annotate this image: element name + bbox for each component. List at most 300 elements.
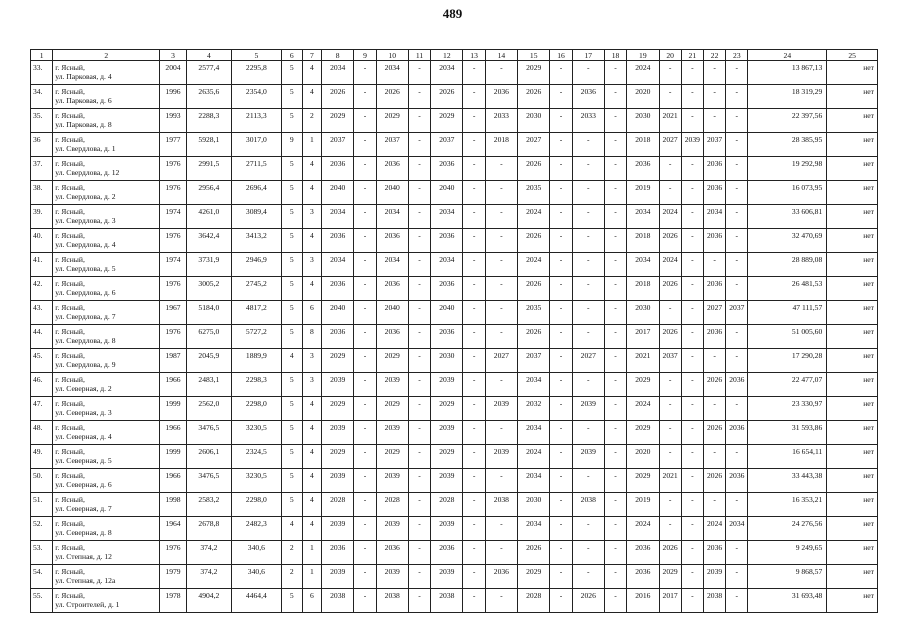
table-cell: - bbox=[550, 493, 572, 517]
table-cell: 5 bbox=[281, 301, 302, 325]
table-cell: 5 bbox=[281, 181, 302, 205]
table-cell: - bbox=[659, 301, 681, 325]
table-cell: - bbox=[681, 349, 703, 373]
table-cell: 2039 bbox=[322, 469, 354, 493]
table-cell: 2040 bbox=[376, 181, 408, 205]
table-cell: - bbox=[408, 493, 430, 517]
table-cell: - bbox=[681, 541, 703, 565]
table-cell: - bbox=[485, 205, 517, 229]
table-cell: - bbox=[485, 157, 517, 181]
table-cell: 2019 bbox=[627, 493, 659, 517]
table-row bbox=[31, 181, 878, 205]
table-cell: 340,6 bbox=[232, 565, 282, 589]
table-cell: 2039 bbox=[431, 373, 463, 397]
table-row bbox=[31, 277, 878, 301]
address-street: ул. Свердлова, д. 5 bbox=[55, 264, 116, 273]
column-header-14: 14 bbox=[485, 50, 517, 61]
table-cell: 2288,3 bbox=[186, 109, 231, 133]
address-cell bbox=[53, 469, 160, 493]
row-number-cell: 44. bbox=[31, 325, 53, 349]
table-cell: - bbox=[703, 397, 725, 421]
table-cell: 2036 bbox=[703, 229, 725, 253]
row-number-cell: 50. bbox=[31, 469, 53, 493]
table-cell: 1979 bbox=[160, 565, 186, 589]
table-cell: - bbox=[681, 589, 703, 613]
table-cell: нет bbox=[827, 493, 878, 517]
table-cell: 3413,2 bbox=[232, 229, 282, 253]
table-cell: 2018 bbox=[627, 133, 659, 157]
address-city: г. Ясный, bbox=[55, 591, 85, 600]
table-cell: 2635,6 bbox=[186, 85, 231, 109]
table-cell: 2036 bbox=[322, 229, 354, 253]
table-cell: 2019 bbox=[627, 181, 659, 205]
row-number-cell: 49. bbox=[31, 445, 53, 469]
address-street: ул. Свердлова, д. 1 bbox=[55, 144, 116, 153]
table-cell: - bbox=[681, 157, 703, 181]
table-cell: нет bbox=[827, 469, 878, 493]
table-cell: - bbox=[681, 469, 703, 493]
table-cell: 2583,2 bbox=[186, 493, 231, 517]
address-cell bbox=[53, 325, 160, 349]
table-cell: - bbox=[550, 181, 572, 205]
table-cell: - bbox=[354, 277, 376, 301]
table-cell: 2039 bbox=[376, 565, 408, 589]
table-cell: - bbox=[659, 517, 681, 541]
address-city: г. Ясный, bbox=[55, 159, 85, 168]
table-cell: - bbox=[604, 301, 626, 325]
table-cell: - bbox=[604, 205, 626, 229]
table-cell: 2028 bbox=[431, 493, 463, 517]
table-cell: 6 bbox=[302, 589, 321, 613]
table-cell: - bbox=[726, 445, 748, 469]
address-city: г. Ясный, bbox=[55, 255, 85, 264]
table-cell: 2038 bbox=[376, 589, 408, 613]
table-cell: - bbox=[604, 541, 626, 565]
row-number-cell: 40. bbox=[31, 229, 53, 253]
table-cell: 9 bbox=[281, 133, 302, 157]
table-cell: 2035 bbox=[518, 301, 550, 325]
table-cell: 2036 bbox=[726, 421, 748, 445]
table-cell: 2027 bbox=[659, 133, 681, 157]
table-cell: 2038 bbox=[322, 589, 354, 613]
table-cell: - bbox=[681, 85, 703, 109]
table-cell: 2029 bbox=[627, 469, 659, 493]
column-header-11: 11 bbox=[408, 50, 430, 61]
column-header-20: 20 bbox=[659, 50, 681, 61]
table-cell: - bbox=[550, 421, 572, 445]
table-cell: 2021 bbox=[627, 349, 659, 373]
table-cell: 2036 bbox=[627, 157, 659, 181]
table-cell: 2037 bbox=[376, 133, 408, 157]
table-cell: 2036 bbox=[431, 325, 463, 349]
address-city: г. Ясный, bbox=[55, 183, 85, 192]
table-cell: 2036 bbox=[703, 541, 725, 565]
table-cell: 2034 bbox=[431, 205, 463, 229]
address-street: ул. Строителей, д. 1 bbox=[55, 600, 120, 609]
table-cell: - bbox=[726, 229, 748, 253]
table-cell: 1967 bbox=[160, 301, 186, 325]
table-cell: 4 bbox=[302, 421, 321, 445]
table-cell: 1966 bbox=[160, 373, 186, 397]
table-cell: 2711,5 bbox=[232, 157, 282, 181]
table-cell: - bbox=[572, 421, 604, 445]
table-cell: 1 bbox=[302, 541, 321, 565]
table-cell: нет bbox=[827, 397, 878, 421]
table-cell: - bbox=[463, 229, 485, 253]
table-cell: - bbox=[408, 541, 430, 565]
table-cell: 2 bbox=[302, 109, 321, 133]
column-header-9: 9 bbox=[354, 50, 376, 61]
table-cell: - bbox=[354, 565, 376, 589]
table-cell: 3 bbox=[302, 349, 321, 373]
row-number-cell: 46. bbox=[31, 373, 53, 397]
table-cell: - bbox=[604, 349, 626, 373]
table-cell: 2577,4 bbox=[186, 61, 231, 85]
table-cell: нет bbox=[827, 157, 878, 181]
table-cell: 2026 bbox=[518, 85, 550, 109]
table-cell: 3089,4 bbox=[232, 205, 282, 229]
table-cell: - bbox=[408, 421, 430, 445]
table-cell: 2113,3 bbox=[232, 109, 282, 133]
table-cell: - bbox=[659, 85, 681, 109]
table-cell: 2038 bbox=[703, 589, 725, 613]
table-row bbox=[31, 157, 878, 181]
table-cell: - bbox=[354, 517, 376, 541]
table-cell: 2745,2 bbox=[232, 277, 282, 301]
table-cell: 374,2 bbox=[186, 565, 231, 589]
table-cell: 3731,9 bbox=[186, 253, 231, 277]
table-cell: 1 bbox=[302, 565, 321, 589]
table-cell: 4 bbox=[302, 181, 321, 205]
table-cell: 5 bbox=[281, 85, 302, 109]
table-cell: - bbox=[681, 397, 703, 421]
table-cell: 5 bbox=[281, 589, 302, 613]
table-cell: 1976 bbox=[160, 229, 186, 253]
table-cell: 2029 bbox=[431, 109, 463, 133]
table-cell: 2036 bbox=[376, 229, 408, 253]
table-cell: 1978 bbox=[160, 589, 186, 613]
address-street: ул. Свердлова, д. 12 bbox=[55, 168, 120, 177]
table-cell: 16 654,11 bbox=[748, 445, 827, 469]
table-cell: 2030 bbox=[627, 109, 659, 133]
address-street: ул. Северная, д. 7 bbox=[55, 504, 112, 513]
table-cell: 2034 bbox=[518, 421, 550, 445]
table-cell: - bbox=[408, 277, 430, 301]
table-cell: - bbox=[408, 133, 430, 157]
table-cell: 4 bbox=[302, 85, 321, 109]
address-street: ул. Северная, д. 4 bbox=[55, 432, 112, 441]
table-cell: 2034 bbox=[518, 469, 550, 493]
table-cell: - bbox=[604, 157, 626, 181]
table-row bbox=[31, 253, 878, 277]
table-cell: - bbox=[354, 325, 376, 349]
table-cell: - bbox=[681, 421, 703, 445]
table-cell: - bbox=[726, 397, 748, 421]
table-cell: 2033 bbox=[572, 109, 604, 133]
address-city: г. Ясный, bbox=[55, 567, 85, 576]
table-cell: - bbox=[408, 229, 430, 253]
table-cell: 2039 bbox=[431, 565, 463, 589]
row-number-cell: 45. bbox=[31, 349, 53, 373]
table-cell: - bbox=[463, 397, 485, 421]
column-header-19: 19 bbox=[627, 50, 659, 61]
table-cell: 2034 bbox=[726, 517, 748, 541]
table-cell: - bbox=[550, 157, 572, 181]
table-cell: - bbox=[485, 517, 517, 541]
table-cell: - bbox=[408, 397, 430, 421]
table-cell: 2034 bbox=[376, 253, 408, 277]
table-cell: 2024 bbox=[518, 205, 550, 229]
address-city: г. Ясный, bbox=[55, 279, 85, 288]
table-cell: - bbox=[550, 133, 572, 157]
address-cell bbox=[53, 517, 160, 541]
table-cell: 2036 bbox=[572, 85, 604, 109]
address-cell bbox=[53, 373, 160, 397]
table-cell: - bbox=[681, 181, 703, 205]
column-header-21: 21 bbox=[681, 50, 703, 61]
table-cell: 28 889,08 bbox=[748, 253, 827, 277]
table-cell: 2030 bbox=[518, 493, 550, 517]
table-cell: - bbox=[463, 181, 485, 205]
table-cell: 2298,3 bbox=[232, 373, 282, 397]
table-cell: 5 bbox=[281, 445, 302, 469]
table-cell: 2039 bbox=[322, 421, 354, 445]
table-cell: 1976 bbox=[160, 157, 186, 181]
table-cell: 2034 bbox=[322, 205, 354, 229]
table-cell: - bbox=[550, 253, 572, 277]
table-cell: 2030 bbox=[431, 349, 463, 373]
table-cell: нет bbox=[827, 565, 878, 589]
address-street: ул. Свердлова, д. 7 bbox=[55, 312, 116, 321]
table-cell: 1889,9 bbox=[232, 349, 282, 373]
table-cell: - bbox=[408, 301, 430, 325]
table-cell: 2024 bbox=[627, 397, 659, 421]
table-cell: - bbox=[408, 181, 430, 205]
table-cell: 5 bbox=[281, 229, 302, 253]
table-cell: 4 bbox=[302, 493, 321, 517]
table-cell: - bbox=[354, 229, 376, 253]
table-cell: - bbox=[485, 373, 517, 397]
table-cell: 2029 bbox=[376, 349, 408, 373]
table-cell: - bbox=[354, 445, 376, 469]
address-cell bbox=[53, 205, 160, 229]
address-street: ул. Свердлова, д. 3 bbox=[55, 216, 116, 225]
table-cell: - bbox=[550, 517, 572, 541]
table-cell: 2483,1 bbox=[186, 373, 231, 397]
table-cell: 2018 bbox=[485, 133, 517, 157]
table-cell: - bbox=[550, 205, 572, 229]
table-cell: - bbox=[408, 589, 430, 613]
table-cell: 3 bbox=[302, 373, 321, 397]
table-cell: - bbox=[604, 565, 626, 589]
row-number-cell: 38. bbox=[31, 181, 53, 205]
table-cell: 2028 bbox=[322, 493, 354, 517]
table-cell: - bbox=[703, 109, 725, 133]
table-cell: - bbox=[703, 349, 725, 373]
table-cell: - bbox=[726, 109, 748, 133]
address-city: г. Ясный, bbox=[55, 519, 85, 528]
table-cell: 2029 bbox=[322, 397, 354, 421]
address-cell bbox=[53, 61, 160, 85]
table-cell: - bbox=[550, 373, 572, 397]
table-cell: - bbox=[681, 229, 703, 253]
table-cell: 2956,4 bbox=[186, 181, 231, 205]
table-cell: нет bbox=[827, 373, 878, 397]
table-cell: 2038 bbox=[485, 493, 517, 517]
table-cell: 2298,0 bbox=[232, 397, 282, 421]
address-city: г. Ясный, bbox=[55, 63, 85, 72]
table-cell: нет bbox=[827, 325, 878, 349]
table-cell: - bbox=[604, 229, 626, 253]
address-city: г. Ясный, bbox=[55, 447, 85, 456]
table-cell: - bbox=[659, 157, 681, 181]
table-cell: 28 385,95 bbox=[748, 133, 827, 157]
table-cell: 2004 bbox=[160, 61, 186, 85]
table-cell: 3 bbox=[302, 205, 321, 229]
row-number-cell: 34. bbox=[31, 85, 53, 109]
table-cell: - bbox=[604, 517, 626, 541]
table-cell: - bbox=[604, 61, 626, 85]
table-cell: - bbox=[604, 469, 626, 493]
table-cell: - bbox=[572, 181, 604, 205]
table-cell: - bbox=[703, 61, 725, 85]
column-header-25: 25 bbox=[827, 50, 878, 61]
table-cell: - bbox=[463, 253, 485, 277]
table-cell: 2034 bbox=[518, 373, 550, 397]
table-cell: 2034 bbox=[322, 61, 354, 85]
table-cell: 2026 bbox=[659, 325, 681, 349]
table-cell: 2039 bbox=[485, 445, 517, 469]
table-row bbox=[31, 133, 878, 157]
table-cell: нет bbox=[827, 61, 878, 85]
table-cell: 2039 bbox=[376, 469, 408, 493]
address-cell bbox=[53, 109, 160, 133]
table-cell: - bbox=[354, 421, 376, 445]
table-cell: - bbox=[408, 157, 430, 181]
table-cell: 2026 bbox=[572, 589, 604, 613]
table-cell: 2034 bbox=[376, 205, 408, 229]
column-header-10: 10 bbox=[376, 50, 408, 61]
column-header-23: 23 bbox=[726, 50, 748, 61]
table-cell: 2024 bbox=[703, 517, 725, 541]
table-cell: - bbox=[550, 541, 572, 565]
table-cell: - bbox=[485, 325, 517, 349]
table-cell: - bbox=[463, 445, 485, 469]
table-cell: - bbox=[604, 589, 626, 613]
table-cell: 16 073,95 bbox=[748, 181, 827, 205]
column-header-5: 5 bbox=[232, 50, 282, 61]
table-cell: - bbox=[604, 445, 626, 469]
table-cell: - bbox=[408, 325, 430, 349]
table-cell: - bbox=[604, 85, 626, 109]
table-cell: - bbox=[354, 109, 376, 133]
table-cell: - bbox=[463, 205, 485, 229]
table-cell: - bbox=[572, 373, 604, 397]
table-cell: - bbox=[703, 445, 725, 469]
table-cell: 17 290,28 bbox=[748, 349, 827, 373]
table-cell: 2606,1 bbox=[186, 445, 231, 469]
table-cell: 2678,8 bbox=[186, 517, 231, 541]
table-cell: 5 bbox=[281, 421, 302, 445]
address-street: ул. Северная, д. 6 bbox=[55, 480, 112, 489]
column-header-18: 18 bbox=[604, 50, 626, 61]
table-cell: 2027 bbox=[518, 133, 550, 157]
table-cell: 2036 bbox=[703, 181, 725, 205]
table-cell: 2024 bbox=[518, 445, 550, 469]
address-city: г. Ясный, bbox=[55, 303, 85, 312]
table-cell: 2040 bbox=[322, 301, 354, 325]
table-cell: 2026 bbox=[518, 541, 550, 565]
table-cell: 2034 bbox=[703, 205, 725, 229]
table-cell: 2946,9 bbox=[232, 253, 282, 277]
table-cell: 4261,0 bbox=[186, 205, 231, 229]
table-cell: нет bbox=[827, 181, 878, 205]
table-cell: - bbox=[354, 133, 376, 157]
table-cell: 2026 bbox=[322, 85, 354, 109]
table-cell: - bbox=[463, 373, 485, 397]
column-header-22: 22 bbox=[703, 50, 725, 61]
table-cell: 1974 bbox=[160, 205, 186, 229]
table-cell: 2036 bbox=[431, 277, 463, 301]
table-cell: 2029 bbox=[627, 421, 659, 445]
row-number-cell: 36 bbox=[31, 133, 53, 157]
table-cell: 23 330,97 bbox=[748, 397, 827, 421]
table-cell: - bbox=[726, 85, 748, 109]
address-city: г. Ясный, bbox=[55, 495, 85, 504]
table-cell: - bbox=[354, 541, 376, 565]
address-city: г. Ясный, bbox=[55, 231, 85, 240]
table-cell: нет bbox=[827, 277, 878, 301]
table-cell: - bbox=[463, 85, 485, 109]
address-cell bbox=[53, 277, 160, 301]
table-cell: 47 111,57 bbox=[748, 301, 827, 325]
table-row bbox=[31, 229, 878, 253]
table-cell: 2029 bbox=[627, 373, 659, 397]
table-cell: 2039 bbox=[431, 469, 463, 493]
table-cell: 4 bbox=[302, 445, 321, 469]
row-number-cell: 35. bbox=[31, 109, 53, 133]
table-cell: - bbox=[463, 277, 485, 301]
table-cell: - bbox=[604, 109, 626, 133]
table-cell: - bbox=[354, 157, 376, 181]
table-cell: 2026 bbox=[659, 277, 681, 301]
table-cell: 2039 bbox=[376, 373, 408, 397]
table-cell: - bbox=[572, 565, 604, 589]
table-cell: 5 bbox=[281, 61, 302, 85]
table-cell: 2029 bbox=[376, 397, 408, 421]
table-cell: 6275,0 bbox=[186, 325, 231, 349]
table-cell: - bbox=[485, 61, 517, 85]
table-cell: 1999 bbox=[160, 445, 186, 469]
table-cell: 2036 bbox=[322, 325, 354, 349]
table-cell: 2034 bbox=[322, 253, 354, 277]
table-cell: 2029 bbox=[431, 397, 463, 421]
table-cell: 31 593,86 bbox=[748, 421, 827, 445]
table-cell: - bbox=[726, 205, 748, 229]
table-cell: 2040 bbox=[322, 181, 354, 205]
table-cell: 4 bbox=[281, 517, 302, 541]
table-cell: 24 276,56 bbox=[748, 517, 827, 541]
address-cell bbox=[53, 181, 160, 205]
table-cell: 5184,0 bbox=[186, 301, 231, 325]
table-cell: 2029 bbox=[659, 565, 681, 589]
table-cell: - bbox=[550, 85, 572, 109]
table-cell: 374,2 bbox=[186, 541, 231, 565]
table-cell: 4904,2 bbox=[186, 589, 231, 613]
table-row bbox=[31, 61, 878, 85]
table-row bbox=[31, 325, 878, 349]
table-cell: 4 bbox=[281, 349, 302, 373]
